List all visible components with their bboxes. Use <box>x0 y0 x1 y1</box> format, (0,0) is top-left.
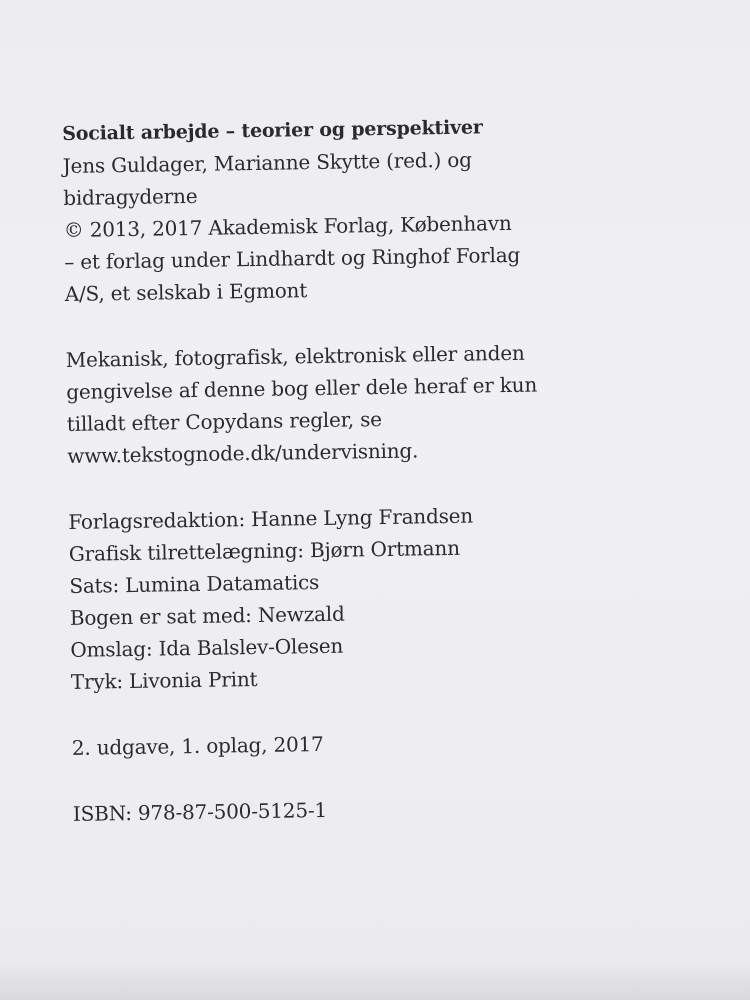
authors-line-1: Jens Guldager, Marianne Skytte (red.) og <box>62 147 472 178</box>
authors-line-2: bidragyderne <box>63 183 198 210</box>
rights-line-3: tilladt efter Copydans regler, se <box>66 407 383 436</box>
credit-design: Grafisk tilrettelægning: Bjørn Ortmann <box>68 535 460 566</box>
rights-line-2: gengivelse af denne bog eller dele heraf er kun <box>66 372 538 404</box>
page-shadow <box>0 960 750 1000</box>
credit-editor: Forlagsredaktion: Hanne Lyng Frandsen <box>68 503 474 534</box>
credit-print: Tryk: Livonia Print <box>70 667 258 694</box>
book-title: Socialt arbejde – teorier og perspektiver <box>62 116 483 145</box>
isbn: ISBN: 978-87-500-5125-1 <box>72 797 328 826</box>
copyright-line-1: © 2013, 2017 Akademisk Forlag, København <box>63 210 512 242</box>
rights-line-1: Mekanisk, fotografisk, elektronisk eller anden <box>65 340 525 372</box>
edition-info: 2. udgave, 1. oplag, 2017 <box>71 731 324 760</box>
copyright-line-3: A/S, et selskab i Egmont <box>64 278 308 306</box>
credit-cover: Omslag: Ida Balslev-Olesen <box>70 633 344 662</box>
credit-typesetting: Sats: Lumina Datamatics <box>69 570 320 598</box>
rights-line-4: www.tekstognode.dk/undervisning. <box>67 438 419 468</box>
copyright-line-2: – et forlag under Lindhardt og Ringhof Forlag <box>64 242 521 274</box>
colophon-text <box>62 108 733 830</box>
credit-font: Bogen er sat med: Newzald <box>69 601 345 630</box>
